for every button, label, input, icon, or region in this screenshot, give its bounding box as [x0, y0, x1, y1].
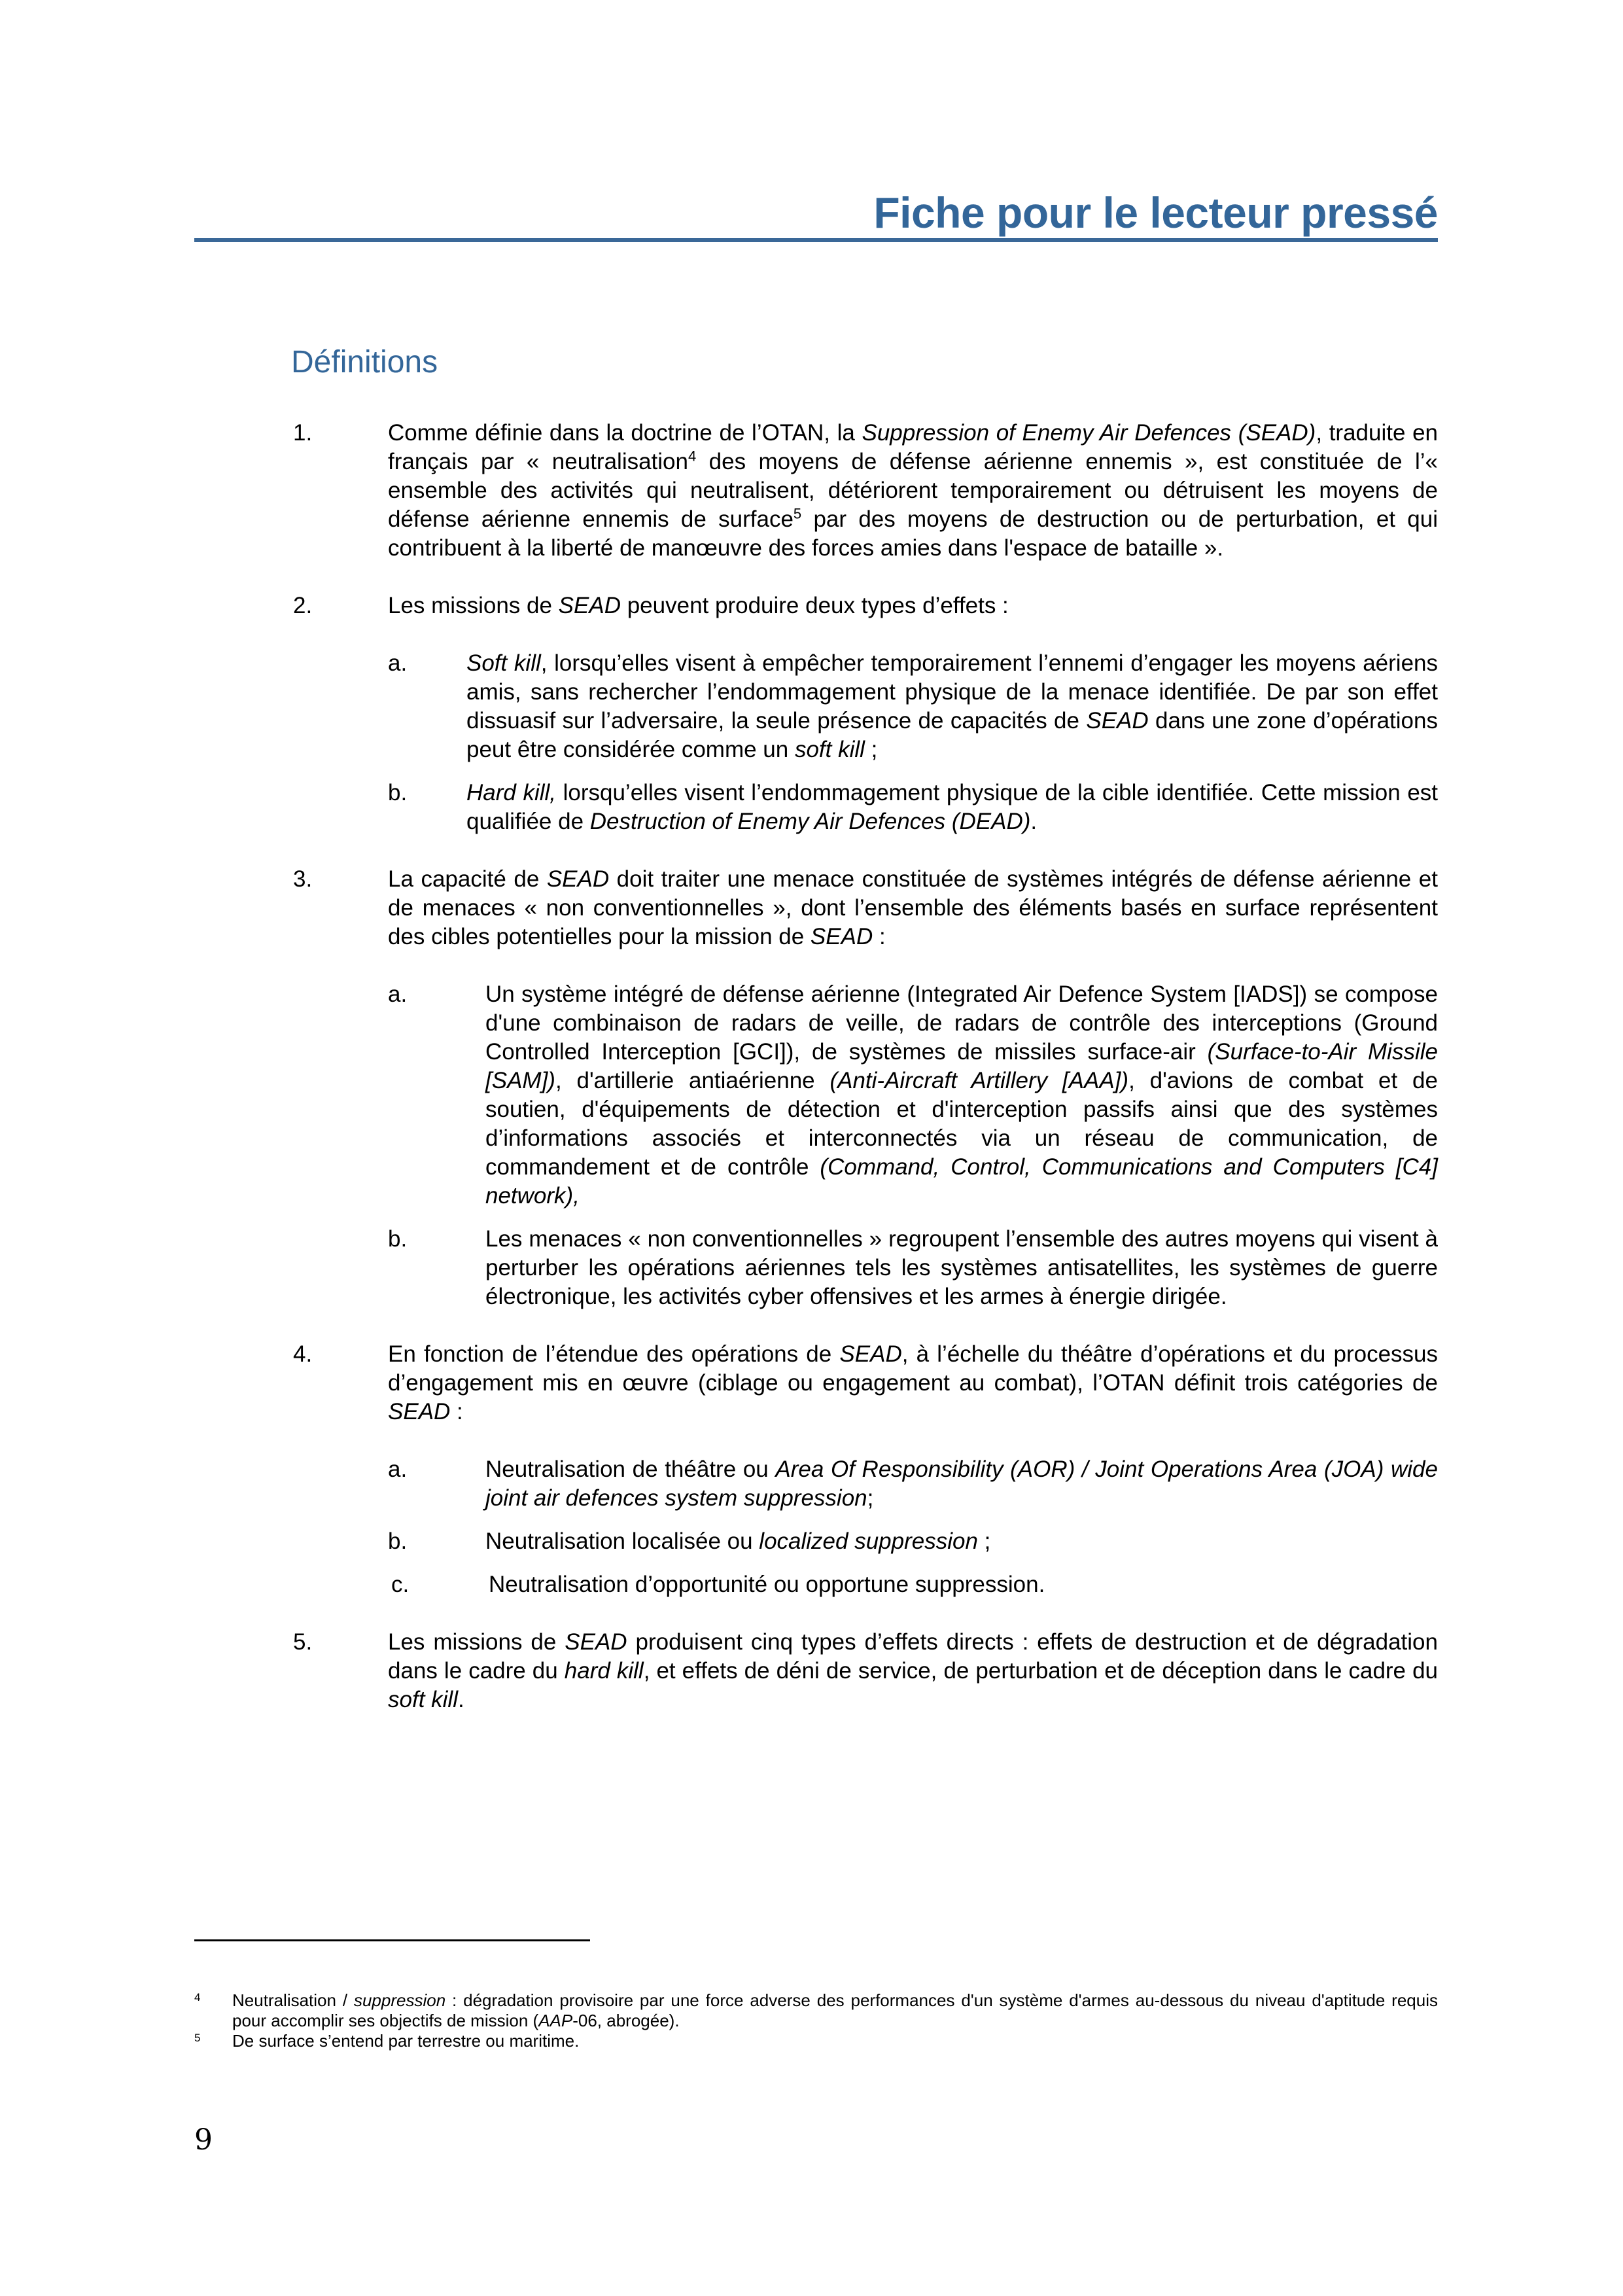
italic-term: Area Of Responsibility (AOR) / Joint Operations Area (JOA) wide joint air defences system suppression: [485, 1457, 1438, 1511]
paragraph-number: 1.: [293, 420, 313, 446]
text-run: ;: [864, 737, 878, 762]
paragraph-number: 4.: [293, 1341, 313, 1367]
sub-item-4c: [388, 1570, 1438, 1599]
section-title: Définitions: [291, 345, 438, 380]
sub-item-2b: [388, 779, 1438, 836]
footnote-4: [194, 1990, 1438, 2031]
sub-item-text: [485, 980, 1438, 1210]
text-run: , lorsqu’elles visent à empêcher temporairement l’ennemi d’engager les moyens aériens amis, sans rechercher l’endommagement physique de la menace identifiée. De par son effet dissuasif sur l’adversaire, la seule présence de capacités de: [466, 650, 1439, 733]
page-title: Fiche pour le lecteur pressé: [873, 188, 1438, 237]
sub-item-letter: a.: [388, 1457, 408, 1482]
italic-term: Soft kill: [466, 650, 541, 676]
sub-item-letter: c.: [391, 1572, 410, 1597]
text-run: Neutralisation de théâtre ou: [485, 1457, 776, 1482]
footnote-text: De surface s’entend par terrestre ou maritime.: [232, 2031, 580, 2051]
text-run: La capacité de: [388, 866, 547, 892]
italic-term: SEAD: [546, 866, 610, 892]
text-run: ;: [867, 1485, 874, 1511]
title-underline: [194, 238, 1438, 242]
sub-item-text: [485, 1455, 1438, 1513]
italic-term: SEAD: [388, 1399, 451, 1424]
text-run: Neutralisation localisée ou: [485, 1528, 759, 1554]
sub-item-3b: [388, 1225, 1438, 1311]
text-run: .: [457, 1687, 464, 1712]
text-run: , traduite en français par « neutralisation: [388, 420, 1438, 474]
sub-item-letter: b.: [388, 780, 408, 805]
sub-item-letter: b.: [388, 1226, 408, 1252]
italic-term: SEAD: [810, 924, 873, 949]
italic-term: SEAD: [839, 1341, 902, 1367]
sub-item-2a: [388, 649, 1438, 764]
text-run: par des moyens de destruction ou de perturbation, et qui contribuent à la liberté de manœuvre des forces amies dans l'espace de bataille ».: [388, 506, 1438, 561]
text-run: , à l’échelle du théâtre d’opérations et du processus d’engagement mis en œuvre (ciblage ou engagement au combat), l’OTAN définit trois catégories de: [388, 1341, 1438, 1396]
italic-term: SEAD: [1086, 708, 1149, 733]
italic-term: suppression: [353, 1990, 446, 2010]
footnote-text: [232, 1990, 1438, 2031]
paragraph-4-sublist: [388, 1455, 1438, 1599]
paragraph-text: [388, 1340, 1438, 1426]
italic-term: Hard kill,: [466, 780, 557, 805]
text-run: , et effets de déni de service, de perturbation et de déception dans le cadre du: [643, 1658, 1438, 1684]
text-run: :: [873, 924, 886, 949]
sub-item-letter: a.: [388, 650, 408, 676]
text-run: Les missions de: [388, 1629, 565, 1655]
page-number: 9: [194, 2123, 213, 2157]
italic-term: soft kill: [388, 1687, 458, 1712]
italic-term: (Surface-to-Air Missile [SAM]): [485, 1039, 1438, 1093]
text-run: dans une zone d’opérations peut être considérée comme un: [466, 708, 1438, 762]
italic-term: SEAD: [565, 1629, 627, 1655]
paragraph-4: [293, 1340, 1438, 1426]
italic-term: hard kill: [564, 1658, 644, 1684]
text-run: Comme définie dans la doctrine de l’OTAN, la: [388, 420, 862, 446]
text-run: , d'artillerie antiaérienne: [555, 1068, 830, 1093]
paragraph-text: [388, 592, 1438, 620]
paragraph-number: 5.: [293, 1629, 313, 1655]
footnote-ref-5[interactable]: 5: [793, 505, 802, 522]
text-run: .: [1030, 809, 1038, 834]
paragraph-2-sublist: [388, 649, 1438, 836]
text-run: ;: [977, 1528, 991, 1554]
text-run: : dégradation provisoire par une force adverse des performances d'un système d'armes au-dessous du niveau d'aptitude requis pour accomplir ses objectifs de mission (: [232, 1990, 1438, 2030]
paragraph-3: [293, 865, 1438, 951]
text-run: peuvent produire deux types d’effets :: [620, 593, 1009, 618]
sub-item-letter: b.: [388, 1528, 408, 1554]
paragraph-2: [293, 592, 1438, 620]
italic-term: Suppression of Enemy Air Defences (SEAD): [862, 420, 1316, 446]
sub-item-text: Neutralisation d’opportunité ou opportune suppression.: [489, 1572, 1045, 1597]
text-run: doit traiter une menace constituée de systèmes intégrés de défense aérienne et de menaces « non conventionnelles », dont l’ensemble des éléments basés en surface représentent des cibles potentielles pour la mission de: [388, 866, 1438, 949]
footnote-number: 4: [194, 1991, 201, 2004]
italic-term: soft kill: [794, 737, 865, 762]
text-run: lorsqu’elles visent l’endommagement physique de la cible identifiée. Cette mission est qualifiée de: [466, 780, 1439, 834]
italic-term: localized suppression: [759, 1528, 978, 1554]
paragraph-5: [293, 1628, 1438, 1714]
text-run: En fonction de l’étendue des opérations de: [388, 1341, 840, 1367]
italic-term: AAP: [538, 2011, 573, 2030]
sub-item-text: [485, 1527, 1438, 1556]
text-run: des moyens de défense aérienne ennemis », est constituée de l’« ensemble des activités qui neutralisent, détériorent temporairement ou détruisent les moyens de défense aérienne ennemis de surface: [388, 449, 1438, 532]
footnote-separator: [194, 1939, 590, 1941]
text-run: Les missions de: [388, 593, 559, 618]
footnote-5: [194, 2031, 1438, 2051]
italic-term: Destruction of Enemy Air Defences (DEAD): [589, 809, 1031, 834]
paragraph-number: 2.: [293, 593, 313, 618]
text-run: Un système intégré de défense aérienne (Integrated Air Defence System [IADS]) se compose d'une combinaison de radars de veille, de radars de contrôle des interceptions (Ground Controlled Interception [GCI]), de systèmes de missiles surface-air: [485, 981, 1438, 1065]
sub-item-text: [466, 779, 1438, 836]
sub-item-text: Les menaces « non conventionnelles » regroupent l’ensemble des autres moyens qui visent à perturber les opérations aériennes tels les systèmes antisatellites, les systèmes de guerre électronique, les activités cyber offensives et les armes à énergie dirigée.: [485, 1226, 1438, 1309]
text-run: Neutralisation /: [232, 1990, 354, 2010]
document-body: [293, 419, 1438, 1714]
italic-term: SEAD: [558, 593, 621, 618]
sub-item-3a: [388, 980, 1438, 1210]
text-run: :: [450, 1399, 463, 1424]
paragraph-1: [293, 419, 1438, 563]
text-run: produisent cinq types d’effets directs : effets de destruction et de dégradation dans le cadre du: [388, 1629, 1438, 1684]
sub-item-text: [466, 649, 1438, 764]
footnote-number: 5: [194, 2032, 201, 2044]
paragraph-number: 3.: [293, 866, 313, 892]
italic-term: (Anti-Aircraft Artillery [AAA]): [829, 1068, 1129, 1093]
italic-term: (Command, Control, Communications and Computers [C4] network),: [485, 1154, 1438, 1209]
paragraph-3-sublist: [388, 980, 1438, 1311]
footnote-ref-4[interactable]: 4: [688, 448, 697, 465]
sub-item-letter: a.: [388, 981, 408, 1007]
paragraph-text: [388, 865, 1438, 951]
paragraph-text: [388, 1628, 1438, 1714]
text-run: , d'avions de combat et de soutien, d'équipements de détection et d'interception passifs ainsi que des systèmes d’informations associés et interconnectés via un réseau de communication, de commandement et de contrôle: [485, 1068, 1438, 1180]
text-run: -06, abrogée).: [572, 2011, 680, 2030]
paragraph-text: [388, 419, 1438, 563]
sub-item-4b: [388, 1527, 1438, 1556]
sub-item-4a: [388, 1455, 1438, 1513]
footnotes: [194, 1990, 1438, 2051]
